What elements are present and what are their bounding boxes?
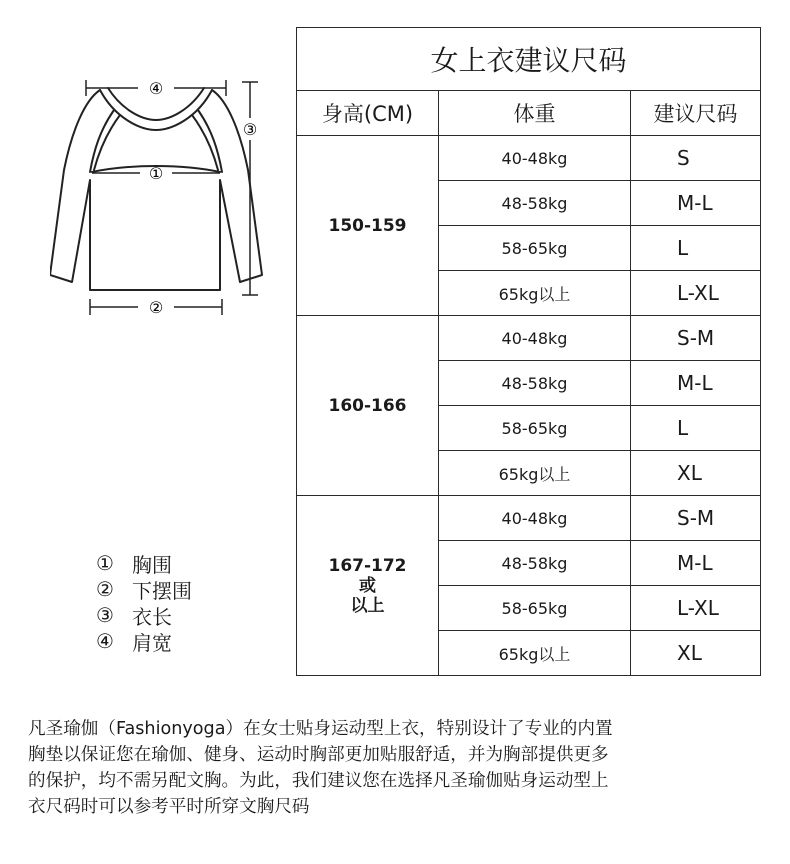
size-cell: XL (631, 631, 761, 676)
weight-cell: 65kg以上 (439, 451, 631, 496)
note-line: 凡圣瑜伽（Fashionyoga）在女士贴身运动型上衣，特别设计了专业的内置 (28, 719, 613, 739)
legend-item-chest (96, 550, 192, 576)
legend-num: ① (96, 551, 114, 575)
header-height: 身高(CM) (297, 91, 439, 136)
weight-cell: 40-48kg (439, 496, 631, 541)
legend-num: ② (96, 577, 114, 601)
table-title: 女上衣建议尺码 (297, 28, 761, 91)
height-range-label: 或 (359, 575, 376, 596)
weight-cell: 40-48kg (439, 136, 631, 181)
marker-shoulder: ④ (148, 79, 164, 98)
legend-label: 胸围 (132, 552, 172, 577)
height-range-label: 167-172 (328, 555, 407, 576)
weight-cell: 58-65kg (439, 586, 631, 631)
header-size: 建议尺码 (631, 91, 761, 136)
table-row (297, 136, 761, 181)
height-range-cell (297, 496, 439, 676)
legend-item-shoulder (96, 628, 192, 654)
table-row (297, 316, 761, 361)
measurement-legend (96, 550, 192, 654)
size-cell: L-XL (631, 271, 761, 316)
size-cell: S-M (631, 316, 761, 361)
size-cell: S-M (631, 496, 761, 541)
size-cell: M-L (631, 181, 761, 226)
marker-hem: ② (148, 298, 164, 317)
garment-diagram (50, 60, 290, 330)
legend-label: 肩宽 (132, 630, 172, 655)
note-line: 衣尺码时可以参考平时所穿文胸尺码 (28, 797, 310, 817)
legend-item-hem (96, 576, 192, 602)
marker-chest: ① (148, 164, 164, 183)
height-range-cell (297, 316, 439, 496)
weight-cell: 65kg以上 (439, 631, 631, 676)
description-paragraph (28, 716, 768, 820)
legend-num: ③ (96, 603, 114, 627)
weight-cell: 40-48kg (439, 316, 631, 361)
size-cell: M-L (631, 361, 761, 406)
size-cell: L (631, 406, 761, 451)
size-cell: XL (631, 451, 761, 496)
size-cell: M-L (631, 541, 761, 586)
weight-cell: 48-58kg (439, 541, 631, 586)
height-range-label: 160-166 (328, 395, 407, 416)
weight-cell: 65kg以上 (439, 271, 631, 316)
height-range-label: 以上 (350, 595, 385, 616)
marker-length: ③ (242, 120, 258, 139)
note-line: 的保护，均不需另配文胸。为此，我们建议您在选择凡圣瑜伽贴身运动型上 (28, 771, 609, 791)
legend-num: ④ (96, 629, 114, 653)
size-cell: L (631, 226, 761, 271)
weight-cell: 48-58kg (439, 361, 631, 406)
height-range-label: 150-159 (328, 215, 407, 236)
shirt-outline-illustration (50, 60, 290, 330)
legend-item-length (96, 602, 192, 628)
weight-cell: 58-65kg (439, 406, 631, 451)
weight-cell: 48-58kg (439, 181, 631, 226)
size-cell: L-XL (631, 586, 761, 631)
size-chart-table (296, 27, 761, 676)
height-range-cell (297, 136, 439, 316)
weight-cell: 58-65kg (439, 226, 631, 271)
size-cell: S (631, 136, 761, 181)
header-weight: 体重 (439, 91, 631, 136)
legend-label: 衣长 (132, 604, 172, 629)
table-header-row (297, 91, 761, 136)
legend-label: 下摆围 (132, 578, 192, 603)
table-row (297, 496, 761, 541)
note-line: 胸垫以保证您在瑜伽、健身、运动时胸部更加贴服舒适，并为胸部提供更多 (28, 745, 609, 765)
